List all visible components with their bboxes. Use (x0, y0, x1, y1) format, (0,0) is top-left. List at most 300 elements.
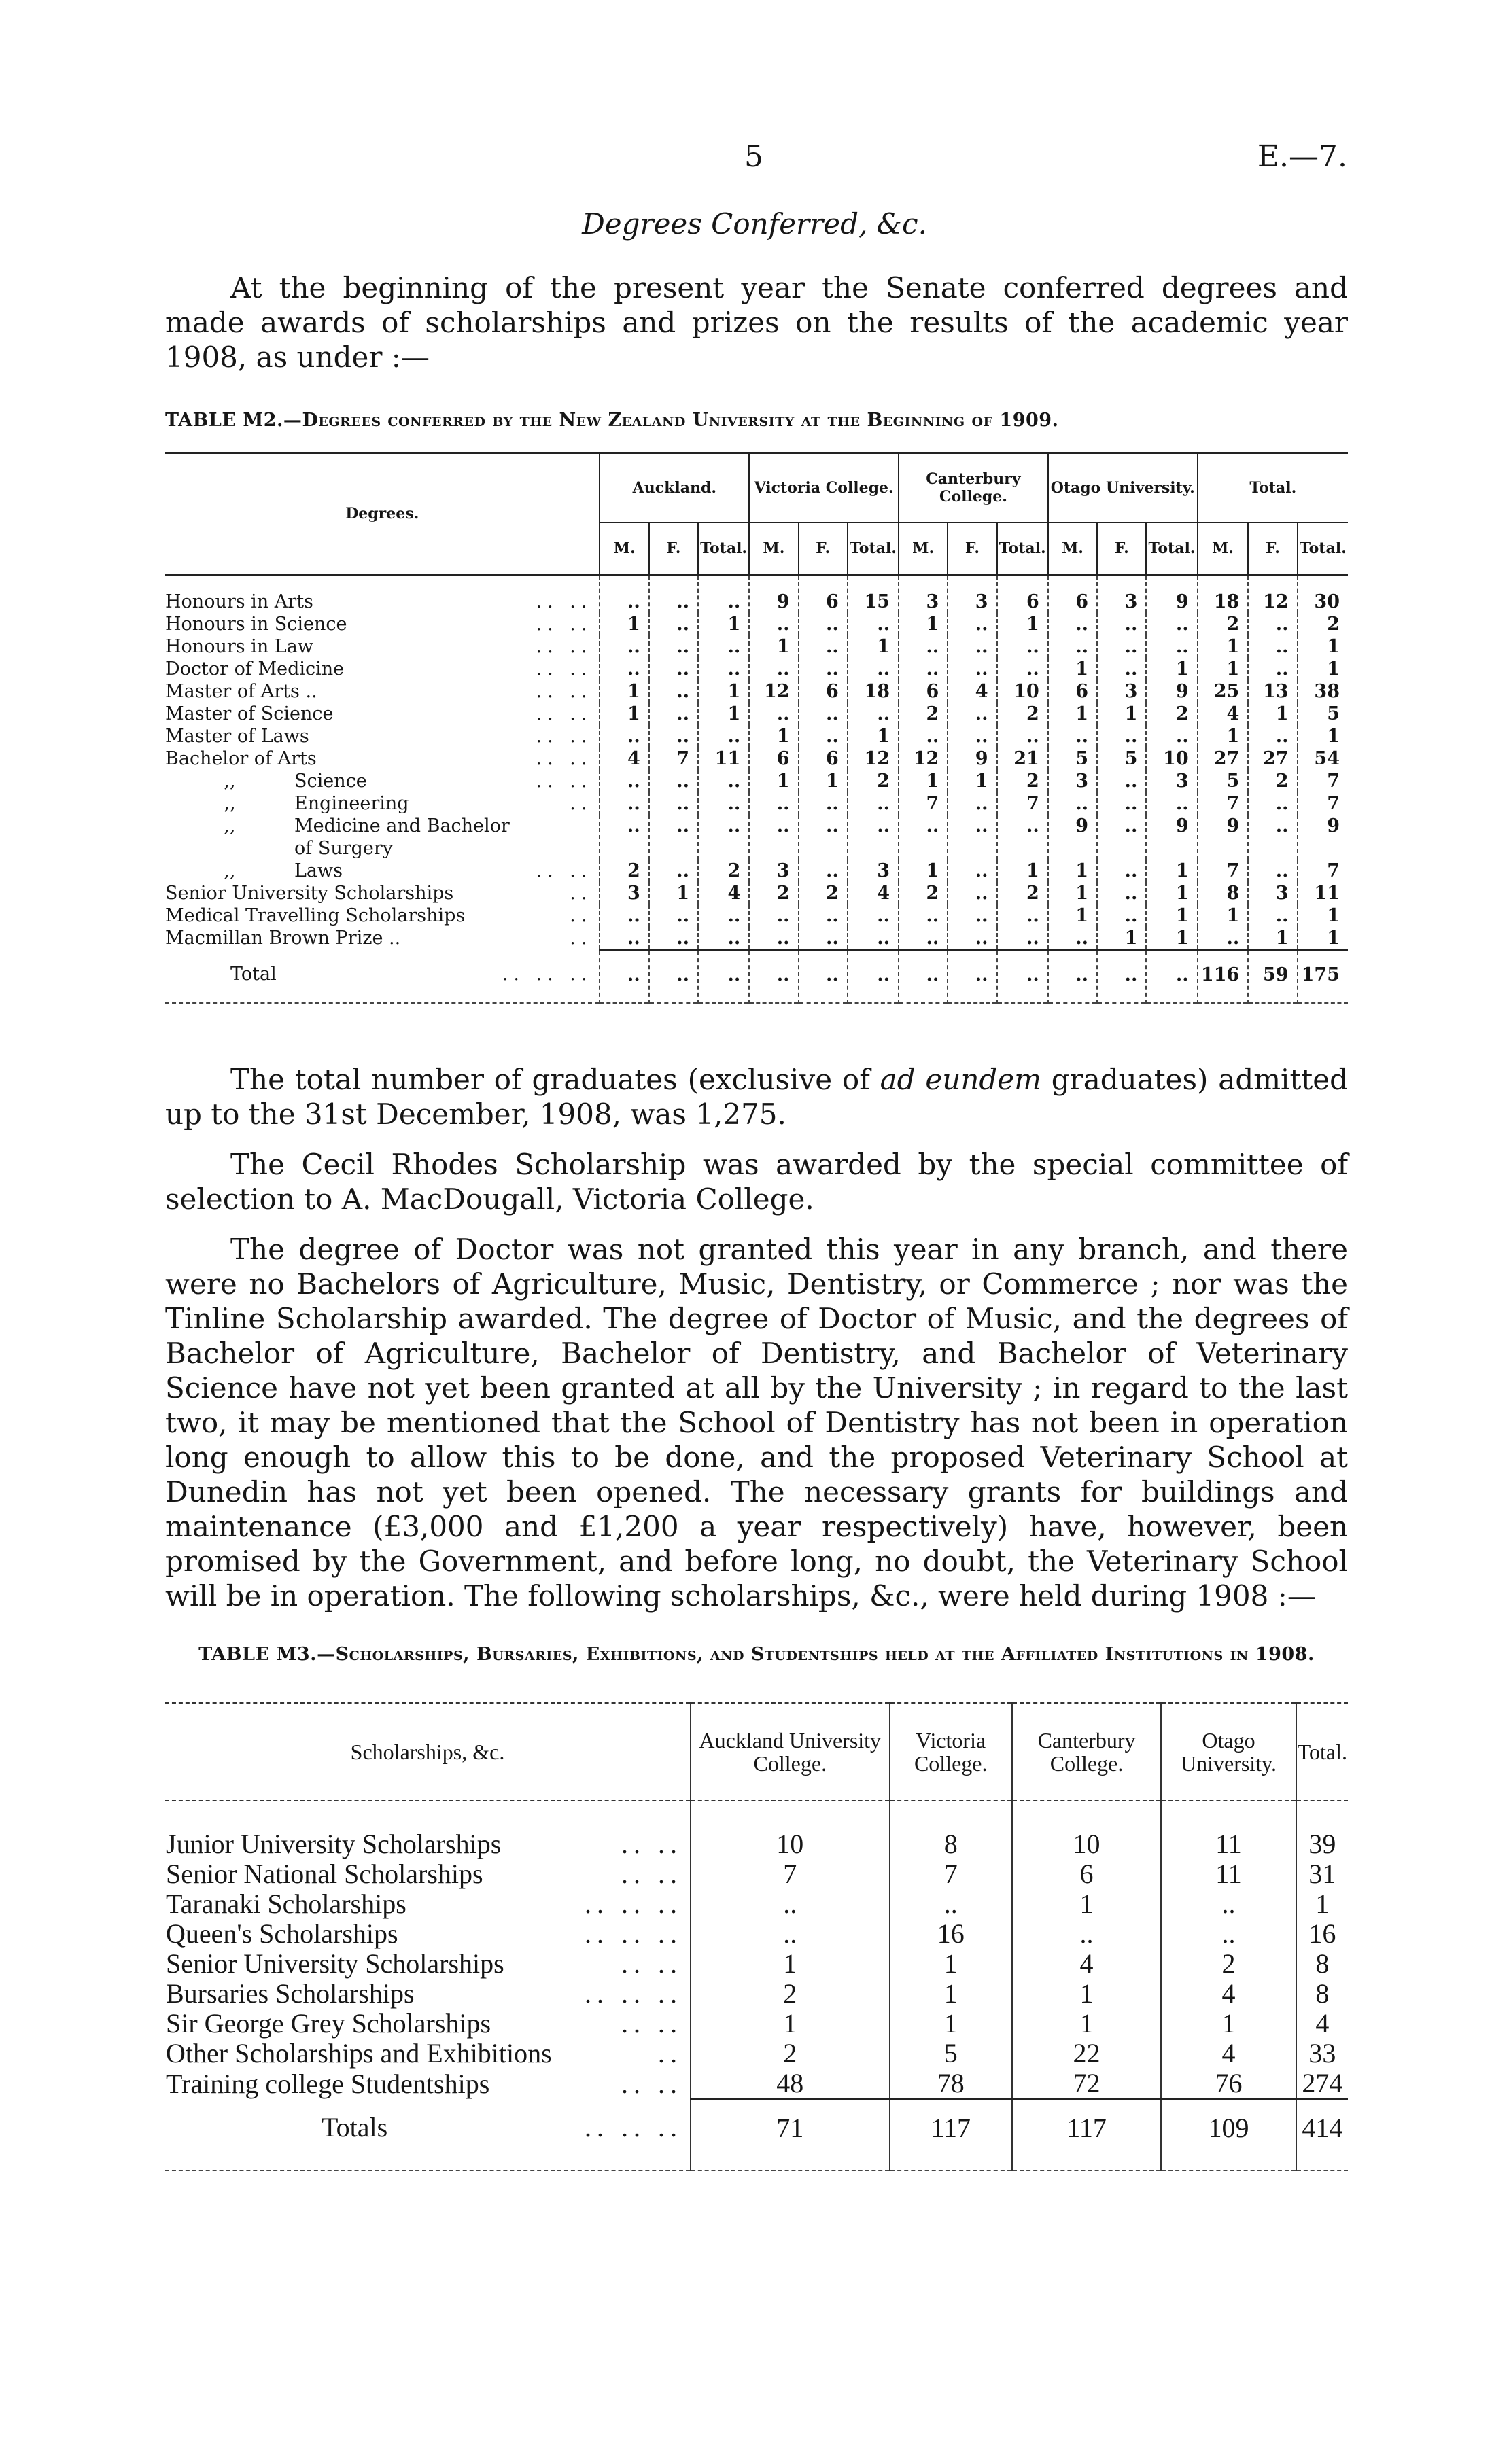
table-cell: .. (948, 725, 996, 747)
dot-leader: .. .. (536, 591, 593, 612)
table-cell: 22 (1012, 2039, 1161, 2069)
table-cell: 1 (600, 703, 648, 725)
table-cell: 31 (1296, 1859, 1348, 1889)
dot-leader: .. .. (536, 681, 593, 702)
table-cell: .. (698, 770, 749, 792)
table-cell: .. (600, 658, 648, 680)
table-cell: .. (649, 635, 698, 658)
table-cell: .. (1248, 815, 1297, 860)
sub-header: F. (1248, 523, 1297, 575)
row-label (165, 2100, 691, 2171)
row-label-text: Queen's Scholarships (166, 1918, 398, 1949)
table-cell: .. (899, 904, 948, 927)
table-cell: 1 (1146, 882, 1197, 904)
table-cell: 16 (1296, 1919, 1348, 1949)
table-cell: 38 (1298, 680, 1348, 703)
table-cell: 1 (1198, 635, 1249, 658)
table-cell: 1 (1048, 860, 1097, 882)
dot-leader: .. .. .. (585, 1888, 682, 1919)
table-cell: 3 (1048, 770, 1097, 792)
table-cell: .. (649, 860, 698, 882)
table-cell: 7 (890, 1859, 1012, 1889)
table-row (165, 703, 1348, 725)
table-cell: .. (649, 770, 698, 792)
table-cell: .. (649, 680, 698, 703)
table-cell: 1 (1248, 927, 1297, 951)
table-cell: .. (899, 951, 948, 1004)
table-cell: .. (848, 703, 899, 725)
table-cell: .. (899, 725, 948, 747)
ditto-mark: ,, (224, 860, 236, 881)
table-cell: .. (1097, 770, 1146, 792)
table-row (165, 815, 1348, 860)
row-label-text: Totals (322, 2112, 388, 2143)
table-cell: 1 (1097, 927, 1146, 951)
table-cell: .. (1146, 951, 1197, 1004)
row-label-text: Senior University Scholarships (165, 883, 454, 904)
sub-header: Total. (1298, 523, 1348, 575)
table-cell: 117 (1012, 2100, 1161, 2171)
table-cell: .. (997, 815, 1048, 860)
table-cell: 1 (691, 2009, 890, 2039)
table-m2-caption-text: Degrees conferred by the New Zealand University at the Beginning of 1909. (302, 410, 1059, 431)
row-label (165, 1889, 691, 1919)
row-label (165, 2039, 691, 2069)
table-cell: .. (1097, 951, 1146, 1004)
table-cell: .. (1048, 725, 1097, 747)
dot-leader: .. .. (536, 658, 593, 680)
table-cell: 1 (749, 725, 798, 747)
table-cell: .. (1097, 882, 1146, 904)
table-cell: 1 (1146, 658, 1197, 680)
table-row (165, 1949, 1348, 1979)
table-cell: 1 (848, 635, 899, 658)
table-cell: 11 (1298, 882, 1348, 904)
institution-header: Auckland University College. (691, 1703, 890, 1801)
table-row (165, 2009, 1348, 2039)
table-cell: 3 (899, 575, 948, 614)
sub-header: Total. (848, 523, 899, 575)
dot-leader: .. .. (621, 1948, 682, 1979)
table-cell: .. (1012, 1919, 1161, 1949)
table-row (165, 951, 1348, 1004)
table-cell: 1 (997, 860, 1048, 882)
table-cell: 16 (890, 1919, 1012, 1949)
table-cell: 3 (1097, 680, 1146, 703)
table-cell: 1 (1012, 2009, 1161, 2039)
table-cell: .. (1248, 792, 1297, 815)
rhodes-paragraph: The Cecil Rhodes Scholarship was awarded by the special committee of selection to A. MacDougall, Victoria College. (165, 1148, 1348, 1216)
table-row (165, 635, 1348, 658)
table-cell: 2 (997, 882, 1048, 904)
table-cell: 1 (1296, 1889, 1348, 1919)
dot-leader: .. .. .. (502, 963, 593, 985)
institution-header: Victoria College. (749, 453, 899, 523)
table-cell: 117 (890, 2100, 1012, 2171)
table-cell: 6 (997, 575, 1048, 614)
ad-eundem-term: ad eundem (880, 1063, 1041, 1096)
dot-leader: .. (570, 883, 593, 904)
table-row (165, 2100, 1348, 2171)
table-cell: 2 (1248, 770, 1297, 792)
table-cell: .. (698, 792, 749, 815)
dot-leader: .. .. .. (585, 1918, 682, 1949)
table-cell: .. (749, 904, 798, 927)
row-label-text: Master of Science (165, 703, 334, 724)
table-cell: .. (1097, 635, 1146, 658)
table-cell: .. (1048, 927, 1097, 951)
table-cell: 11 (698, 747, 749, 770)
dot-leader: .. .. (536, 771, 593, 792)
graduates-paragraph: The total number of graduates (exclusive of ad eundem graduates) admitted up to the 31st December, 1908, was 1,275. (165, 1063, 1348, 1131)
table-cell: 1 (890, 1949, 1012, 1979)
table-cell: .. (948, 703, 996, 725)
table-cell: 2 (691, 1979, 890, 2009)
table-cell: 2 (899, 882, 948, 904)
table-cell: 1 (997, 613, 1048, 635)
table-cell: 10 (1146, 747, 1197, 770)
table-m3-caption (165, 1641, 1348, 1668)
table-cell: 4 (948, 680, 996, 703)
table-cell: 1 (698, 703, 749, 725)
table-cell: 7 (649, 747, 698, 770)
table-cell: 1 (1198, 658, 1249, 680)
row-label (165, 2069, 691, 2100)
row-label (165, 613, 600, 635)
table-cell: 2 (848, 770, 899, 792)
table-cell: .. (899, 815, 948, 860)
table-cell: 1 (1298, 927, 1348, 951)
table-cell: .. (848, 792, 899, 815)
table-row (165, 2069, 1348, 2100)
table-cell: .. (848, 904, 899, 927)
institution-header: Auckland. (600, 453, 749, 523)
table-cell: 4 (698, 882, 749, 904)
table-cell: 2 (1161, 1949, 1296, 1979)
table-cell: .. (698, 635, 749, 658)
table-cell: 4 (1198, 703, 1249, 725)
table-cell: .. (649, 725, 698, 747)
table-cell: .. (799, 658, 848, 680)
table-cell: 7 (1198, 860, 1249, 882)
table-cell: 3 (600, 882, 648, 904)
dot-leader: .. .. (536, 614, 593, 635)
table-cell: 1 (1198, 725, 1249, 747)
table-cell: .. (600, 815, 648, 860)
table-cell: 1 (1012, 1889, 1161, 1919)
table-row (165, 1801, 1348, 1859)
row-label-text: Science (294, 771, 367, 792)
table-cell: 5 (1048, 747, 1097, 770)
table-cell: 1 (1012, 1979, 1161, 2009)
row-label-text: Total (230, 963, 277, 985)
dot-leader: .. (570, 928, 593, 949)
table-cell: .. (948, 613, 996, 635)
table-row (165, 927, 1348, 951)
ditto-mark: ,, (224, 815, 236, 837)
table-cell: 9 (1048, 815, 1097, 860)
row-label (165, 904, 600, 927)
table-cell: 6 (899, 680, 948, 703)
table-cell: 1 (899, 860, 948, 882)
dot-leader: .. .. .. (585, 1978, 682, 2009)
table-cell: 18 (1198, 575, 1249, 614)
table-cell: 6 (1012, 1859, 1161, 1889)
table-row (165, 1979, 1348, 2009)
table-cell: 48 (691, 2069, 890, 2100)
table-cell: 6 (799, 575, 848, 614)
table-cell: 1 (848, 725, 899, 747)
table-cell: 1 (1248, 703, 1297, 725)
table-row (165, 613, 1348, 635)
table-cell: .. (948, 635, 996, 658)
table-row (165, 725, 1348, 747)
table-cell: 414 (1296, 2100, 1348, 2171)
ditto-mark: ,, (224, 771, 236, 792)
table-cell: 33 (1296, 2039, 1348, 2069)
table-cell: .. (600, 927, 648, 951)
table-m2-degrees-conferred (165, 452, 1348, 1005)
table-cell: 7 (997, 792, 1048, 815)
table-cell: 9 (1146, 680, 1197, 703)
row-label (165, 815, 600, 860)
row-label (165, 725, 600, 747)
dot-leader: .. .. (536, 703, 593, 724)
table-cell: 15 (848, 575, 899, 614)
table-cell: 116 (1198, 951, 1249, 1004)
table-cell: 1 (1048, 658, 1097, 680)
table-row (165, 882, 1348, 904)
table-cell: 1 (799, 770, 848, 792)
table-cell: .. (649, 703, 698, 725)
table-cell: 5 (1198, 770, 1249, 792)
table-row (165, 770, 1348, 792)
table-cell: 2 (691, 2039, 890, 2069)
table-cell: 6 (1048, 680, 1097, 703)
table-cell: 5 (1298, 703, 1348, 725)
institution-header: Canterbury College. (899, 453, 1048, 523)
row-label-text: Master of Arts .. (165, 681, 317, 702)
table-cell: .. (698, 815, 749, 860)
table-cell: 59 (1248, 951, 1297, 1004)
table-cell: 10 (691, 1801, 890, 1859)
table-row (165, 658, 1348, 680)
table-cell: .. (997, 658, 1048, 680)
sub-header: Total. (698, 523, 749, 575)
table-cell: 1 (698, 613, 749, 635)
sub-header: Total. (997, 523, 1048, 575)
table-cell: 5 (1097, 747, 1146, 770)
table-cell: 78 (890, 2069, 1012, 2100)
table-cell: .. (1097, 860, 1146, 882)
table-cell: 1 (1298, 725, 1348, 747)
table-cell: .. (848, 613, 899, 635)
row-label-text: Master of Laws (165, 726, 309, 747)
row-label-text: Engineering (294, 793, 409, 814)
table-cell: .. (649, 951, 698, 1004)
scholarships-header: Scholarships, &c. (350, 1740, 505, 1764)
table-m2-caption (165, 410, 1348, 431)
table-cell: 9 (1146, 815, 1197, 860)
table-cell: 7 (1298, 770, 1348, 792)
sub-header: M. (899, 523, 948, 575)
institution-header: Total. (1198, 453, 1348, 523)
table-cell: 12 (899, 747, 948, 770)
table-cell: 30 (1298, 575, 1348, 614)
table-cell: .. (1248, 658, 1297, 680)
table-cell: .. (600, 635, 648, 658)
row-label-text: Laws (294, 860, 343, 881)
table-cell: .. (799, 951, 848, 1004)
table-cell: 21 (997, 747, 1048, 770)
sub-header: F. (1097, 523, 1146, 575)
table-row (165, 904, 1348, 927)
table-cell: 3 (1146, 770, 1197, 792)
table-cell: .. (799, 703, 848, 725)
table-cell: .. (691, 1889, 890, 1919)
table-cell: 2 (997, 703, 1048, 725)
page-number: 5 (744, 139, 763, 174)
dot-leader: .. .. (621, 1859, 682, 1889)
table-cell: .. (848, 951, 899, 1004)
table-m2-caption-prefix: TABLE M2.— (165, 410, 302, 431)
row-label (165, 951, 600, 1004)
table-cell: .. (649, 792, 698, 815)
table-cell: 12 (848, 747, 899, 770)
row-label (165, 927, 600, 951)
dot-leader: .. .. (536, 726, 593, 747)
row-label-text: Junior University Scholarships (166, 1829, 502, 1859)
row-label (165, 658, 600, 680)
table-cell: 12 (1248, 575, 1297, 614)
table-cell: 18 (848, 680, 899, 703)
table-cell: 12 (749, 680, 798, 703)
table-cell: .. (749, 613, 798, 635)
table-cell: 1 (890, 1979, 1012, 2009)
table-cell: 3 (948, 575, 996, 614)
table-cell: 1 (749, 635, 798, 658)
dot-leader: .. .. .. (585, 2112, 682, 2143)
table-cell: .. (848, 658, 899, 680)
table-cell: 2 (799, 882, 848, 904)
table-cell: .. (1146, 635, 1197, 658)
table-cell: 1 (749, 770, 798, 792)
row-label-text: Other Scholarships and Exhibitions (166, 2038, 552, 2069)
table-cell: 8 (890, 1801, 1012, 1859)
dot-leader: .. .. (536, 860, 593, 881)
table-cell: .. (1097, 792, 1146, 815)
table-cell: 54 (1298, 747, 1348, 770)
table-cell: 9 (948, 747, 996, 770)
table-row (165, 575, 1348, 614)
row-label-text: Macmillan Brown Prize .. (165, 928, 401, 949)
table-cell: .. (948, 882, 996, 904)
table-cell: .. (799, 792, 848, 815)
table-cell: .. (649, 904, 698, 927)
table-cell: .. (698, 927, 749, 951)
table-cell: .. (899, 635, 948, 658)
table-cell: .. (649, 613, 698, 635)
table-cell: .. (600, 951, 648, 1004)
table-cell: .. (799, 635, 848, 658)
sub-header: M. (600, 523, 648, 575)
table-cell: 3 (848, 860, 899, 882)
table-cell: .. (1248, 613, 1297, 635)
table-cell: 6 (799, 680, 848, 703)
table-cell: .. (848, 815, 899, 860)
row-label-text: Bursaries Scholarships (166, 1978, 415, 2009)
dot-leader: .. .. (621, 1829, 682, 1859)
table-cell: .. (997, 904, 1048, 927)
table-cell: .. (1248, 860, 1297, 882)
row-label (165, 680, 600, 703)
table-cell: .. (749, 792, 798, 815)
table-cell: 8 (1198, 882, 1249, 904)
table-cell: .. (1097, 658, 1146, 680)
table-cell: 2 (1198, 613, 1249, 635)
table-cell: 2 (899, 703, 948, 725)
table-cell: 1 (1048, 882, 1097, 904)
table-cell: .. (698, 725, 749, 747)
table-cell: .. (1248, 725, 1297, 747)
table-cell: .. (1146, 792, 1197, 815)
table-cell: 1 (899, 770, 948, 792)
table-cell: 39 (1296, 1801, 1348, 1859)
table-cell: 11 (1161, 1801, 1296, 1859)
table-cell: .. (1097, 613, 1146, 635)
table-cell: 175 (1298, 951, 1348, 1004)
table-cell: .. (799, 613, 848, 635)
table-cell: 1 (698, 680, 749, 703)
table-cell: 1 (1161, 2009, 1296, 2039)
institution-header: Canterbury College. (1012, 1703, 1161, 1801)
table-m3-scholarships (165, 1702, 1348, 2172)
dot-leader: .. .. (621, 2008, 682, 2039)
table-cell: 1 (948, 770, 996, 792)
row-label (165, 860, 600, 882)
table-cell: .. (1146, 725, 1197, 747)
table-cell: .. (600, 725, 648, 747)
table-cell: 1 (1198, 904, 1249, 927)
row-label (165, 792, 600, 815)
table-cell: 1 (600, 680, 648, 703)
table-cell: 3 (1248, 882, 1297, 904)
table-m3-caption-prefix: TABLE M3.— (198, 1644, 336, 1665)
table-cell: 8 (1296, 1979, 1348, 2009)
institution-header: Otago University. (1048, 453, 1198, 523)
row-label-text: Honours in Arts (165, 591, 313, 612)
table-cell: 2 (1298, 613, 1348, 635)
table-cell: 1 (899, 613, 948, 635)
table-cell: .. (749, 815, 798, 860)
table-cell: 7 (899, 792, 948, 815)
sub-header: M. (1048, 523, 1097, 575)
sub-header: F. (799, 523, 848, 575)
table-cell: .. (600, 904, 648, 927)
table-cell: .. (997, 635, 1048, 658)
table-cell: .. (890, 1889, 1012, 1919)
row-label-text: Bachelor of Arts (165, 748, 317, 769)
row-label-text: Honours in Law (165, 636, 313, 657)
table-cell: 1 (1048, 904, 1097, 927)
table-cell: .. (1048, 792, 1097, 815)
table-cell: 4 (1161, 1979, 1296, 2009)
table-cell: 1 (649, 882, 698, 904)
table-cell: 4 (848, 882, 899, 904)
table-cell: 27 (1248, 747, 1297, 770)
table-row (165, 2039, 1348, 2069)
table-cell: 8 (1296, 1949, 1348, 1979)
